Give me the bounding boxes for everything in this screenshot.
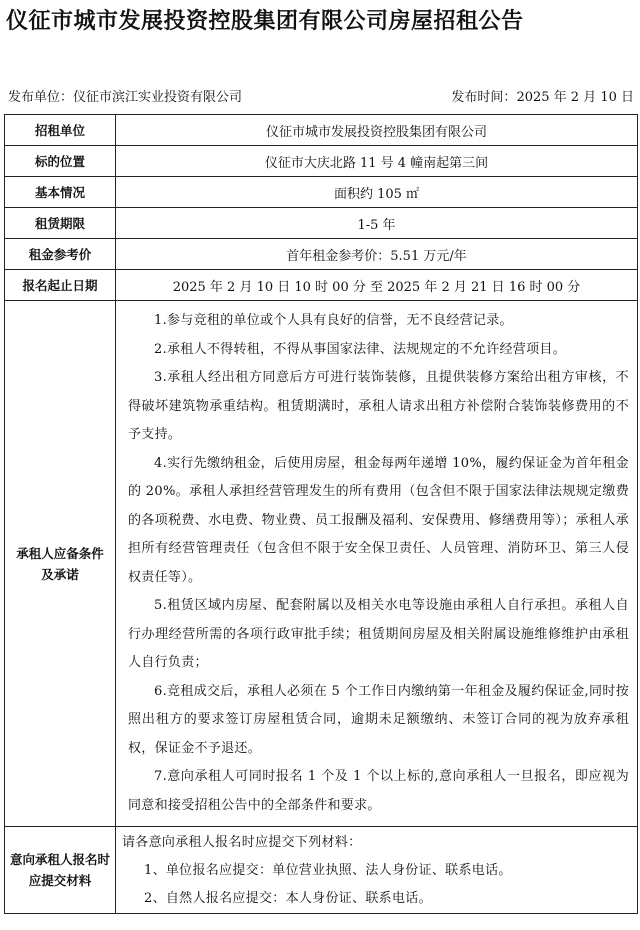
list-item: 2、自然人报名应提交：本人身份证、联系电话。 — [144, 891, 432, 906]
list-item: 1、单位报名应提交：单位营业执照、法人身份证、联系电话。 — [144, 863, 512, 878]
row-label-rental-unit: 招租单位 — [5, 115, 116, 146]
row-label-basic-info: 基本情况 — [5, 177, 116, 208]
row-label-registration-period: 报名起止日期 — [5, 270, 116, 301]
table-row — [5, 270, 638, 301]
row-label-location: 标的位置 — [5, 146, 116, 177]
materials-intro: 请各意向承租人报名时应提交下列材料： — [122, 835, 362, 850]
publisher — [8, 86, 242, 105]
list-item: 7.意向承租人可同时报名 1 个及 1 个以上标的,意向承租人一旦报名，即应视为同意和接受招租公告中的全部条件和要求。 — [128, 769, 629, 813]
tenant-conditions-label-line1: 承租人应备条件 — [16, 545, 104, 561]
list-item: 3.承租人经出租方同意后方可进行装饰装修，且提供装修方案给出租方审核，不得破坏建筑物承重结构。租赁期满时，承租人请求出租方补偿附合装饰装修费用的不予支持。 — [128, 370, 629, 442]
row-value-rental-unit: 仪征市城市发展投资控股集团有限公司 — [116, 115, 638, 146]
list-item: 2.承租人不得转租，不得从事国家法律、法规规定的不允许经营项目。 — [154, 341, 567, 357]
row-label-required-materials — [5, 827, 116, 914]
list-item: 5.租赁区域内房屋、配套附属以及相关水电等设施由承租人自行承担。承租人自行办理经营所需的各项行政审批手续；租赁期间房屋及相关附属设施维修维护由承租人自行负责； — [128, 598, 629, 670]
table-row — [5, 146, 638, 177]
table-row — [5, 208, 638, 239]
rental-info-table — [4, 114, 638, 914]
publisher-value: 仪征市滨江实业投资有限公司 — [73, 90, 243, 105]
list-item: 1.参与竞租的单位或个人具有良好的信誉，无不良经营记录。 — [154, 313, 513, 328]
row-value-lease-term: 1-5 年 — [116, 208, 638, 239]
publish-time-label: 发布时间： — [451, 90, 517, 105]
required-materials-label-line1: 意向承租人报名时 — [9, 852, 110, 867]
page-title: 仪征市城市发展投资控股集团有限公司房屋招租公告 — [6, 9, 524, 34]
row-value-registration-period: 2025 年 2 月 10 日 10 时 00 分 至 2025 年 2 月 21 日 16 时 00 分 — [116, 270, 638, 301]
publish-time — [451, 86, 634, 105]
publish-time-value: 2025 年 2 月 10 日 — [516, 90, 634, 105]
table-row — [5, 115, 638, 146]
table-row — [5, 301, 638, 827]
row-label-tenant-conditions — [5, 301, 116, 827]
list-item: 4.实行先缴纳租金，后使用房屋，租金每两年递增 10%，履约保证金为首年租金的 20%。承租人承担经营管理发生的所有费用（包含但不限于国家法律法规规定缴费的各项税费、水电费、物业费、员工报酬及福利、安保费用、修缮费用等）；承租人承担所有经营管理责任（包含但不限于安全保卫责任、人员管理、消防环卫、第三人侵权责任等）。 — [128, 455, 629, 585]
required-materials-content — [116, 827, 638, 914]
tenant-conditions-label-line2: 及承诺 — [41, 566, 79, 582]
table-row — [5, 827, 638, 914]
row-value-basic-info: 面积约 105 ㎡ — [116, 177, 638, 208]
publish-info — [0, 86, 640, 106]
row-label-reference-rent: 租金参考价 — [5, 239, 116, 270]
list-item: 6.竞租成交后，承租人必须在 5 个工作日内缴纳第一年租金及履约保证金,同时按照出租方的要求签订房屋租赁合同，逾期未足额缴纳、未签订合同的视为放弃承租权，保证金不予退还。 — [128, 683, 629, 756]
row-label-lease-term: 租赁期限 — [5, 208, 116, 239]
table-row — [5, 177, 638, 208]
required-materials-label-line2: 应提交材料 — [28, 873, 92, 888]
tenant-conditions-content — [116, 301, 638, 827]
table-row — [5, 239, 638, 270]
row-value-reference-rent: 首年租金参考价：5.51 万元/年 — [116, 239, 638, 270]
row-value-location: 仪征市大庆北路 11 号 4 幢南起第三间 — [116, 146, 638, 177]
publisher-label: 发布单位： — [8, 90, 74, 105]
